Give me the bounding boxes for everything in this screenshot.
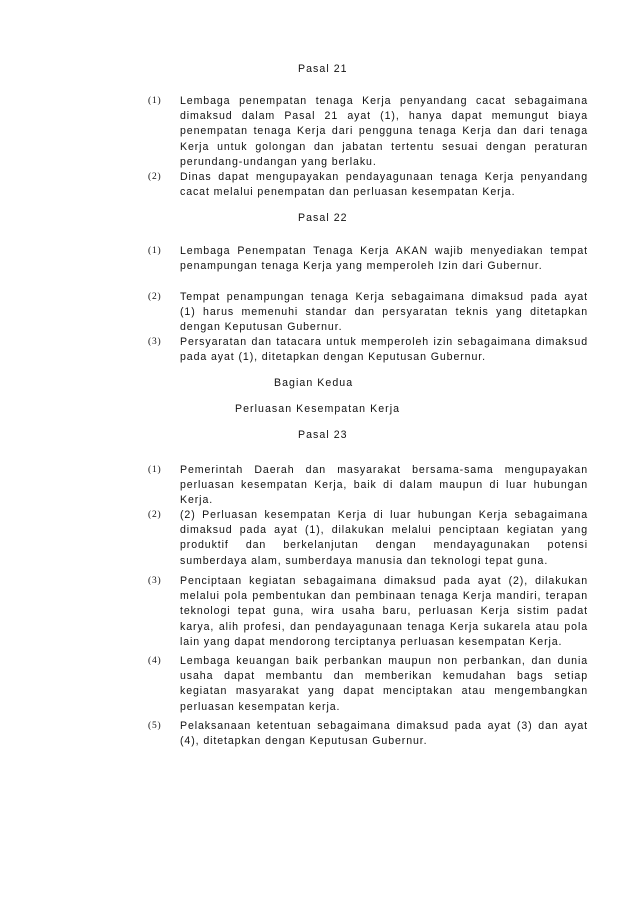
pasal-22-ayat-3 (148, 335, 588, 365)
ayat-text: Lembaga keuangan baik perbankan maupun non perbankan, dan dunia usaha dapat membantu dan memberikan kemudahan bags setiap kegiatan masyarakat yang dapat menciptakan atau mengembangkan perluasan kesempatan kerja. (180, 655, 588, 713)
ayat-text: Penciptaan kegiatan sebagaimana dimaksud pada ayat (2), dilakukan melalui pola pembentukan dan pembinaan tenaga Kerja mandiri, terapan teknologi tepat guna, wira usaha baru, perluasan Kerja sistim padat karya, alih profesi, dan pendayagunaan tenaga Kerja sukarela atau pola lain yang dapat mendorong terciptanya perluasan kesempatan Kerja. (180, 575, 588, 648)
ayat-text: Tempat penampungan tenaga Kerja sebagaimana dimaksud pada ayat (1) harus memenuhi standar dan persyaratan teknis yang ditetapkan dengan Keputusan Gubernur. (180, 291, 588, 334)
pasal-21-title: Pasal 21 (298, 63, 348, 75)
bagian-subtitle: Perluasan Kesempatan Kerja (235, 403, 401, 415)
ayat-number: (3) (148, 576, 162, 586)
ayat-number: (2) (148, 292, 162, 302)
ayat-number: (4) (148, 656, 162, 666)
pasal-22-ayat-1 (148, 244, 588, 274)
bagian-title: Bagian Kedua (274, 377, 354, 389)
ayat-text: Dinas dapat mengupayakan pendayagunaan tenaga Kerja penyandang cacat melalui penempatan dan perluasan kesempatan Kerja. (180, 171, 588, 199)
pasal-22-title: Pasal 22 (298, 212, 348, 224)
ayat-text: Pemerintah Daerah dan masyarakat bersama-sama mengupayakan perluasan kesempatan Kerja, baik di dalam maupun di luar hubungan Kerja. (180, 464, 588, 507)
ayat-number: (1) (148, 96, 162, 106)
ayat-number: (2) (148, 510, 162, 520)
pasal-23-ayat-2 (148, 508, 588, 569)
pasal-22-ayat-2 (148, 290, 588, 336)
ayat-number: (1) (148, 246, 162, 256)
ayat-text: Pelaksanaan ketentuan sebagaimana dimaksud pada ayat (3) dan ayat (4), ditetapkan dengan Keputusan Gubernur. (180, 720, 588, 748)
pasal-23-ayat-4 (148, 654, 588, 715)
ayat-text: Lembaga Penempatan Tenaga Kerja AKAN wajib menyediakan tempat penampungan tenaga Kerja yang memperoleh Izin dari Gubernur. (180, 245, 588, 273)
ayat-text: Lembaga penempatan tenaga Kerja penyandang cacat sebagaimana dimaksud dalam Pasal 21 ayat (1), hanya dapat memungut biaya penempatan tenaga Kerja dari pengguna tenaga Kerja dan dari tenaga Kerja untuk golongan dan jabatan tertentu sesuai dengan peraturan perundang-undangan yang berlaku. (180, 95, 588, 168)
ayat-number: (1) (148, 465, 162, 475)
ayat-number: (3) (148, 337, 162, 347)
ayat-number: (2) (148, 172, 162, 182)
pasal-21-ayat-1 (148, 94, 588, 170)
ayat-text: (2) Perluasan kesempatan Kerja di luar hubungan Kerja sebagaimana dimaksud pada ayat (1), dilakukan melalui penciptaan kegiatan yang produktif dan berkelanjutan dengan mendayagunakan potensi sumberdaya alam, sumberdaya manusia dan teknologi tepat guna. (180, 509, 588, 567)
pasal-23-ayat-1 (148, 463, 588, 509)
pasal-23-title: Pasal 23 (298, 429, 348, 441)
ayat-text: Persyaratan dan tatacara untuk memperoleh izin sebagaimana dimaksud pada ayat (1), ditetapkan dengan Keputusan Gubernur. (180, 336, 588, 364)
ayat-number: (5) (148, 721, 162, 731)
pasal-23-ayat-5 (148, 719, 588, 749)
pasal-23-ayat-3 (148, 574, 588, 650)
pasal-21-ayat-2 (148, 170, 588, 200)
